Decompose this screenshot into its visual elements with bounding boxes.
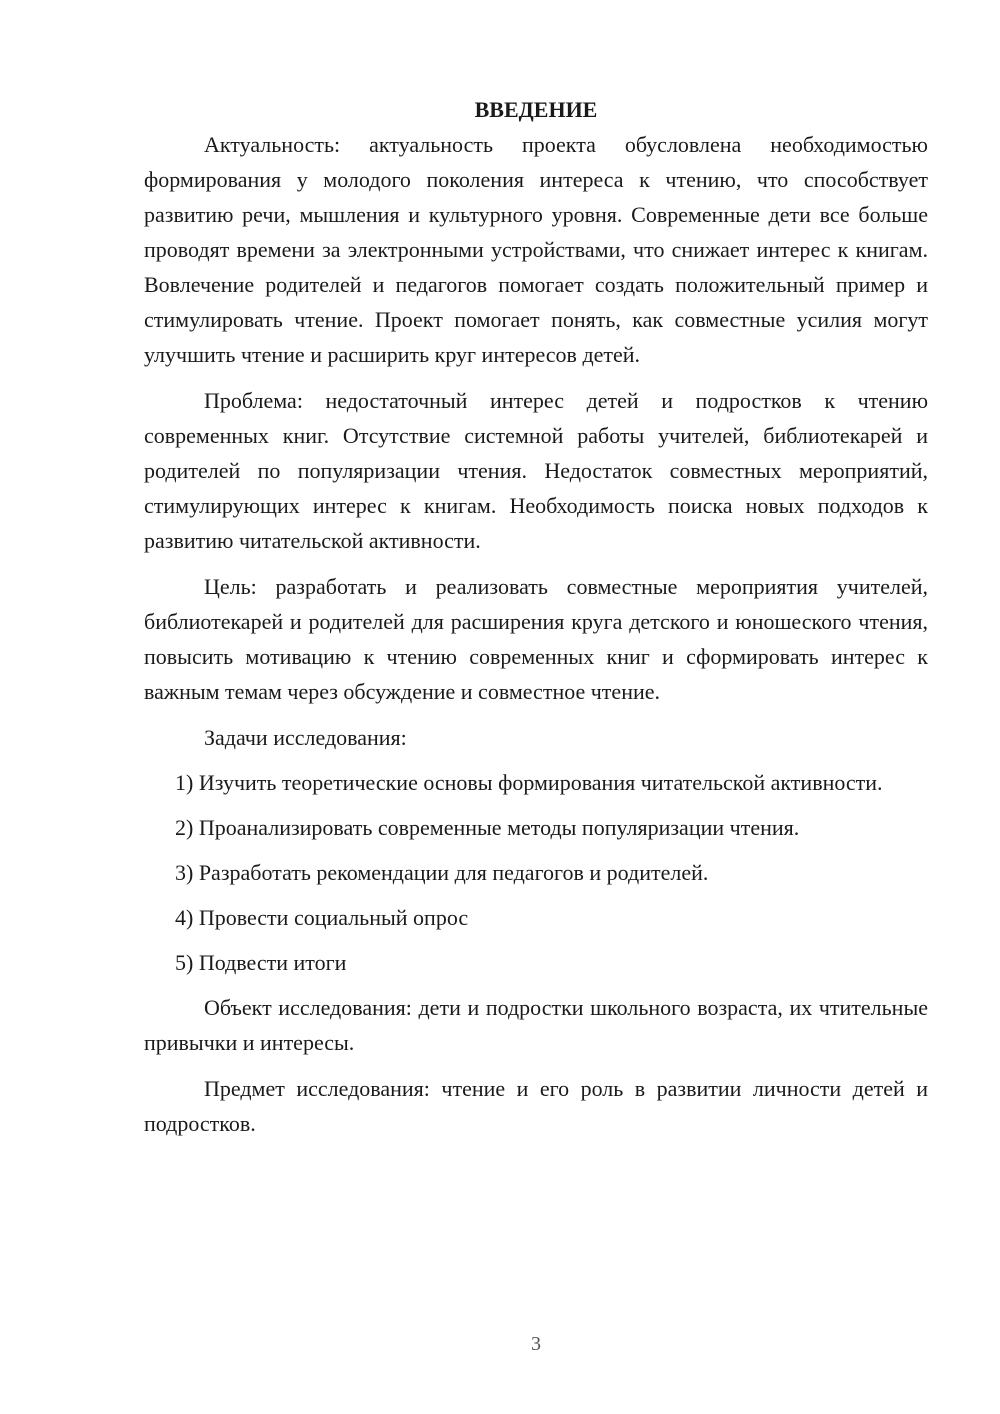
object-paragraph: Объект исследования: дети и подростки школьного возраста, их чтительные привычки и интересы. xyxy=(144,995,928,1055)
task-item-5: 5) Подвести итоги xyxy=(175,950,347,975)
subject-paragraph: Предмет исследования: чтение и его роль в развитии личности детей и подростков. xyxy=(144,1076,928,1136)
task-item-4: 4) Провести социальный опрос xyxy=(175,905,469,930)
goal-paragraph: Цель: разработать и реализовать совместные мероприятия учителей, библиотекарей и родителей для расширения круга детского и юношеского чтения, повысить мотивацию к чтению современных книг и сформировать интерес к важным темам через обсуждение и совместное чтение. xyxy=(144,574,928,704)
section-title: ВВЕДЕНИЕ xyxy=(474,97,598,122)
document-page xyxy=(144,92,928,1152)
relevance-paragraph: Актуальность: актуальность проекта обусловлена необходимостью формирования у молодого поколения интереса к чтению, что способствует развитию речи, мышления и культурного уровня. Современные дети все больше проводят времени за электронными устройствами, что снижает интерес к книгам. Вовлечение родителей и педагогов помогает создать положительный пример и стимулировать чтение. Проект помогает понять, как совместные усилия могут улучшить чтение и расширить круг интересов детей. xyxy=(144,132,928,367)
tasks-heading: Задачи исследования: xyxy=(204,725,407,750)
problem-paragraph: Проблема: недостаточный интерес детей и подростков к чтению современных книг. Отсутствие системной работы учителей, библиотекарей и родителей по популяризации чтения. Недостаток совместных мероприятий, стимулирующих интерес к книгам. Необходимость поиска новых подходов к развитию читательской активности. xyxy=(144,388,928,553)
task-item-3: 3) Разработать рекомендации для педагогов и родителей. xyxy=(175,860,709,885)
task-item-2: 2) Проанализировать современные методы популяризации чтения. xyxy=(175,815,800,840)
task-item-1: 1) Изучить теоретические основы формирования читательской активности. xyxy=(175,770,883,795)
page-number: 3 xyxy=(531,1333,541,1355)
